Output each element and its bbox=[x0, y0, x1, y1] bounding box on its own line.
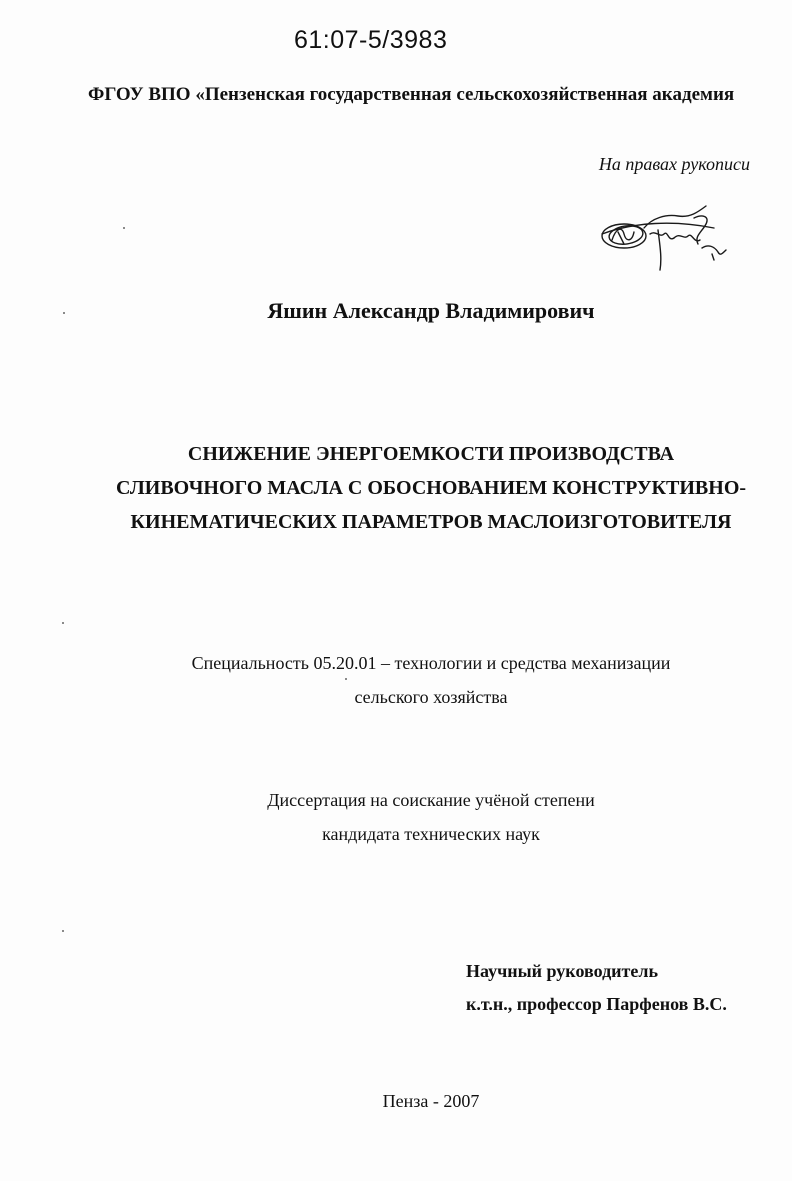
title-line: КИНЕМАТИЧЕСКИХ ПАРАМЕТРОВ МАСЛОИЗГОТОВИТЕЛЯ bbox=[130, 511, 732, 533]
scan-speck bbox=[345, 678, 347, 680]
title-line: СНИЖЕНИЕ ЭНЕРГОЕМКОСТИ ПРОИЗВОДСТВА bbox=[187, 443, 675, 465]
scan-speck bbox=[123, 227, 125, 229]
signature-icon bbox=[594, 188, 732, 278]
scan-speck bbox=[62, 622, 64, 624]
institution-name: ФГОУ ВПО «Пензенская государственная сельскохозяйственная академия bbox=[88, 84, 735, 105]
supervisor-name: к.т.н., профессор Парфенов В.С. bbox=[466, 994, 727, 1014]
scan-speck bbox=[62, 930, 64, 932]
specialty-block bbox=[96, 646, 766, 714]
rights-note: На правах рукописи bbox=[598, 154, 750, 174]
catalog-number: 61:07-5/3983 bbox=[294, 26, 448, 54]
supervisor-block bbox=[466, 955, 727, 1021]
city-year: Пенза - 2007 bbox=[382, 1091, 480, 1111]
specialty-line: Специальность 05.20.01 – технологии и средства механизации bbox=[191, 653, 671, 673]
specialty-line: сельского хозяйства bbox=[354, 687, 508, 707]
scan-speck bbox=[63, 312, 65, 314]
degree-line: Диссертация на соискание учёной степени bbox=[267, 790, 595, 810]
author-name: Яшин Александр Владимирович bbox=[267, 298, 595, 323]
degree-block bbox=[96, 783, 766, 851]
title-line: СЛИВОЧНОГО МАСЛА С ОБОСНОВАНИЕМ КОНСТРУКТИВНО- bbox=[115, 477, 747, 499]
dissertation-title bbox=[96, 437, 766, 539]
degree-line: кандидата технических наук bbox=[322, 824, 540, 844]
supervisor-role: Научный руководитель bbox=[466, 961, 658, 981]
